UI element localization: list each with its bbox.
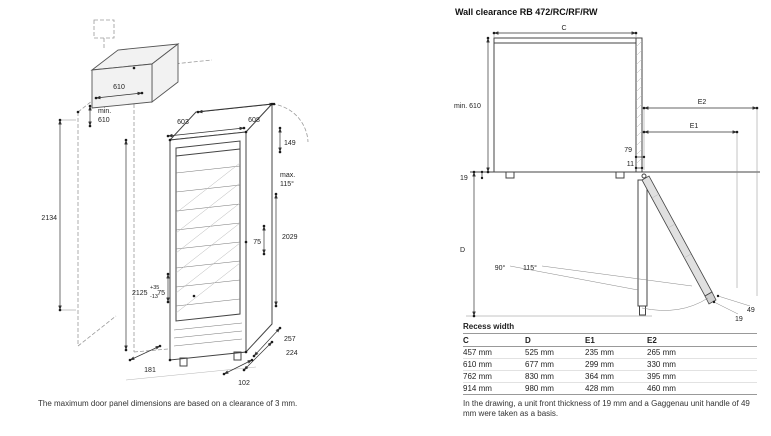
recess-width-title: Recess width <box>463 322 515 331</box>
angle-115-label: 115° <box>523 265 537 272</box>
dim-257-label: 257 <box>284 336 296 343</box>
dim-75-right-label: 75 <box>253 239 261 246</box>
appliance-side-face <box>246 104 272 352</box>
dim-2125-label: 2125 <box>132 290 148 297</box>
dim-2134 <box>41 119 76 312</box>
dim-224-label: 224 <box>286 350 298 357</box>
dim-2029-label: 2029 <box>282 234 298 241</box>
cell: 525 mm <box>525 347 585 359</box>
right-figure-note: In the drawing, a unit front thickness of 19 mm and a Gaggenau unit handle of 49 mm were taken as a basis. <box>463 399 750 419</box>
wall-clearance-figure <box>452 20 764 322</box>
door-90 <box>638 180 647 306</box>
dim-181 <box>129 345 162 374</box>
dim-C <box>493 25 638 38</box>
cell: 762 mm <box>463 371 525 383</box>
cell: 610 mm <box>463 359 525 371</box>
dim-608-label: 608 <box>248 117 260 124</box>
dim-min-610-label: 610 <box>98 117 110 124</box>
cell: 914 mm <box>463 383 525 395</box>
dim-max-angle-label: 115° <box>280 181 294 188</box>
door-swing-arc <box>642 298 708 310</box>
cell: 677 mm <box>525 359 585 371</box>
left-figure-caption: The maximum door panel dimensions are based on a clearance of 3 mm. <box>38 399 298 408</box>
dim-C-label: C <box>561 25 567 32</box>
table-row <box>463 371 757 383</box>
dim-19-door-label: 19 <box>735 316 743 322</box>
dim-D <box>460 171 475 318</box>
unit-outline <box>466 38 760 316</box>
wall-hatching <box>636 41 642 164</box>
cell: 235 mm <box>585 347 647 359</box>
dim-2029 <box>275 193 298 308</box>
dim-149 <box>279 127 296 154</box>
door-115 <box>642 176 712 296</box>
hinge-point <box>642 174 646 178</box>
dim-E2-label: E2 <box>697 99 707 106</box>
cell: 330 mm <box>647 359 757 371</box>
dim-max-label: max. <box>280 172 296 179</box>
dim-603-label: 603 <box>177 119 189 126</box>
dim-min-610-label: min. 610 <box>454 103 481 110</box>
dim-2134-label: 2134 <box>41 215 57 222</box>
unit-foot-right <box>616 172 624 178</box>
dim-181-label: 181 <box>144 367 156 374</box>
dim-11-label: 11 <box>626 161 634 168</box>
col-header-D: D <box>525 334 585 347</box>
cell: 299 mm <box>585 359 647 371</box>
dim-102 <box>223 359 254 387</box>
cell: 395 mm <box>647 371 757 383</box>
door-positions <box>638 174 716 315</box>
appliance-front-face <box>170 132 246 360</box>
dim-2125 <box>125 139 160 352</box>
dim-19-left-label: 19 <box>460 175 468 182</box>
dim-75-left-label: 75 <box>157 290 165 297</box>
table-header-row <box>463 334 757 347</box>
cell: 980 mm <box>525 383 585 395</box>
cell: 364 mm <box>585 371 647 383</box>
col-header-C: C <box>463 334 525 347</box>
dim-min-label: min. <box>98 108 112 115</box>
cell: 457 mm <box>463 347 525 359</box>
wall-clearance-diagram <box>452 20 764 322</box>
cell: 830 mm <box>525 371 585 383</box>
table-row <box>463 359 757 371</box>
col-header-E1: E1 <box>585 334 647 347</box>
dim-102-label: 102 <box>238 380 250 387</box>
recess-table <box>463 333 757 395</box>
unit-foot-left <box>506 172 514 178</box>
isometric-diagram <box>18 8 438 400</box>
dim-11 <box>627 161 643 169</box>
table-row <box>463 383 757 395</box>
dim-E1-label: E1 <box>689 123 699 130</box>
dim-max-angle <box>280 172 295 188</box>
door-swing-arc <box>272 104 308 142</box>
col-header-E2: E2 <box>647 334 757 347</box>
installation-diagram-figure <box>18 8 438 400</box>
dim-19-49-door <box>713 295 755 322</box>
dim-149-label: 149 <box>284 140 296 147</box>
cell: 265 mm <box>647 347 757 359</box>
ceiling-anchor <box>94 20 114 38</box>
dim-D-label: D <box>460 247 466 254</box>
dim-min-610 <box>454 37 489 174</box>
dim-610-top-label: 610 <box>113 84 125 91</box>
dim-2125-tol-minus: -13 <box>150 294 158 300</box>
table-row <box>463 347 757 359</box>
cell: 460 mm <box>647 383 757 395</box>
cell: 428 mm <box>585 383 647 395</box>
dim-2125-tol-plus: +35 <box>150 285 160 291</box>
recess-width-table <box>463 322 757 395</box>
dim-49-label: 49 <box>747 307 755 314</box>
right-figure-title: Wall clearance RB 472/RC/RF/RW <box>455 7 598 17</box>
door-90-handle <box>640 306 646 315</box>
dim-79-label: 79 <box>624 147 632 154</box>
angle-labels <box>495 264 692 290</box>
upper-cabinet-box <box>92 44 178 108</box>
appliance-cabinet <box>126 104 308 380</box>
angle-90-label: 90° <box>494 265 506 272</box>
